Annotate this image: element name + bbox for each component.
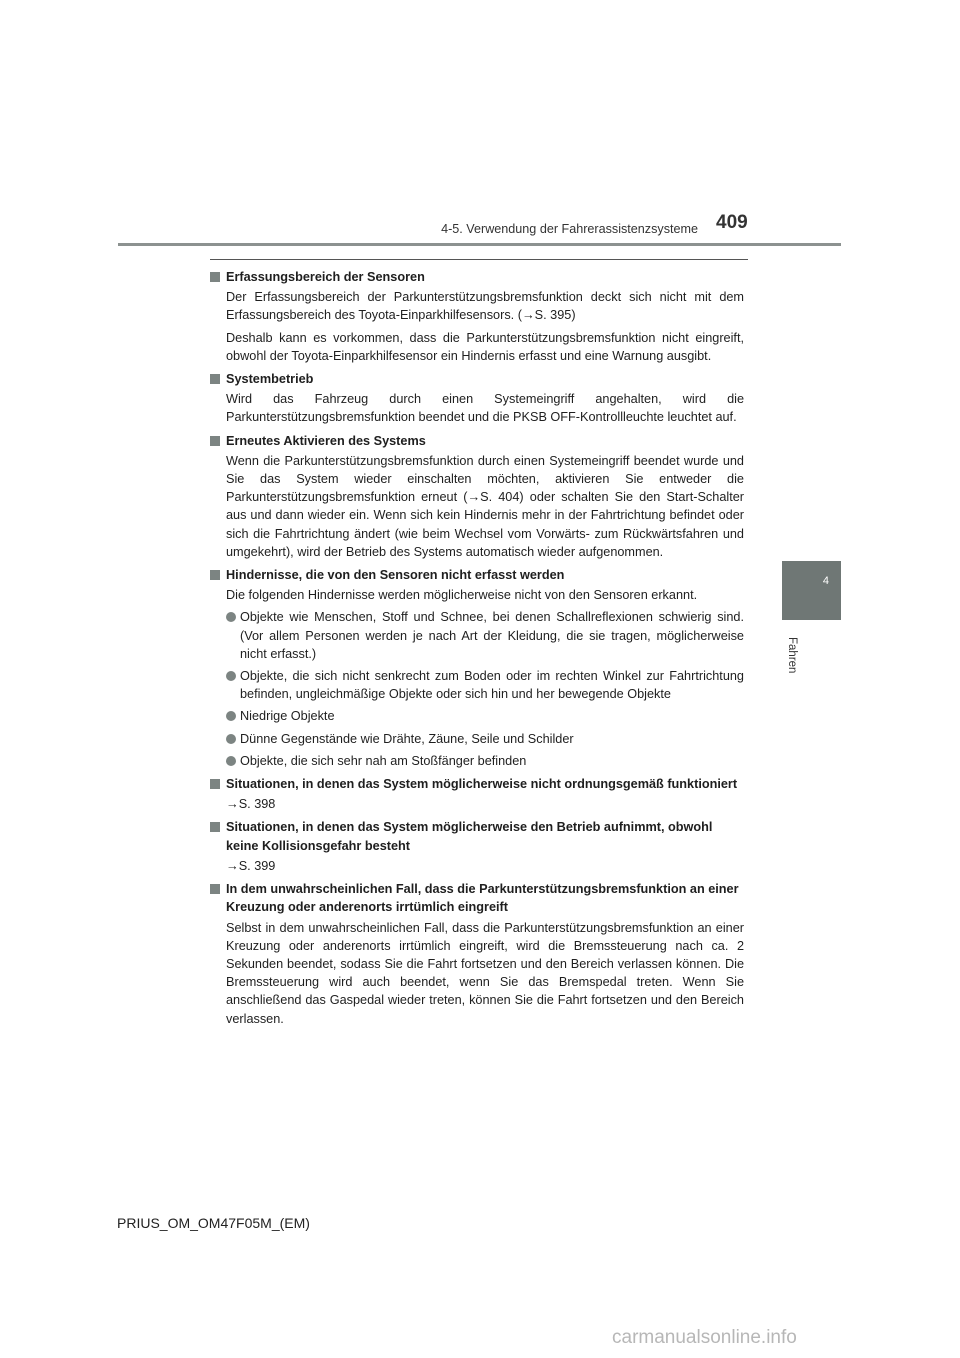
section-heading: Hindernisse, die von den Sensoren nicht erfasst werden [226, 568, 565, 583]
square-bullet-icon [210, 374, 220, 384]
header-rule [118, 243, 841, 246]
chapter-number: 4 [822, 575, 829, 587]
chapter-name: Fahren [786, 637, 798, 674]
section-heading: Erfassungsbereich der Sensoren [226, 270, 425, 284]
section-undetected-obstacles [210, 566, 744, 770]
section-malfunction-situations [210, 775, 744, 813]
section-heading: Erneutes Aktivieren des Systems [226, 433, 426, 448]
content-rule [210, 259, 748, 260]
square-bullet-icon [210, 272, 220, 282]
list-item: Niedrige Objekte [210, 707, 744, 725]
paragraph: Selbst in dem unwahrscheinlichen Fall, dass die Parkunterstützungsbremsfunktion an einer Kreuzung oder anderenorts irrtümlich eingreift, wird die Bremssteuerung nach ca. 2 Sekunden beendet, sodass Sie die Fahrt fortsetzen und den Bereich verlassen können. Die Bremssteuerung wird auch beendet, wenn Sie das Bremspedal treten. Wenn Sie anschließend das Gaspedal wieder treten, können Sie die Fahrt fortsetzen und den Bereich verlassen. [226, 920, 744, 1026]
page-content [210, 268, 744, 1033]
page-number: 409 [716, 212, 748, 233]
square-bullet-icon [210, 570, 220, 580]
list-item: Objekte wie Menschen, Stoff und Schnee, bei denen Schallreflexionen schwierig sind. (Vor allem Personen werden je nach Art der Kleidung, die sie tragen, möglicherweise nicht erfasst.) [210, 608, 744, 663]
square-bullet-icon [210, 436, 220, 446]
round-bullet-icon [226, 711, 236, 721]
section-heading: In dem unwahrscheinlichen Fall, dass die Parkunterstützungsbremsfunktion an einer Kreuzung oder anderenorts irrtümlich eingreift [226, 882, 739, 915]
square-bullet-icon [210, 822, 220, 832]
section-system-operation [210, 370, 744, 427]
round-bullet-icon [226, 734, 236, 744]
watermark: carmanualsonline.info [612, 1327, 797, 1348]
paragraph: Wenn die Parkunterstützungsbremsfunktion durch einen Systemeingriff beendet wurde und Sie das System wieder einschalten möchten, aktivieren Sie entweder die Parkunterstützungsbremsfunktion erneut (→S. 404) oder schalten Sie den Start-Schalter aus und dann wieder ein. Wenn sich kein Hindernis mehr in der Fahrtrichtung befindet oder sich die Fahrtrichtung ändert (wie beim Wechsel vom Vorwärts- zum Rückwärtsfahren und umgekehrt), wird der Betrieb des Systems automatisch wieder aufgenommen. [226, 453, 744, 559]
square-bullet-icon [210, 779, 220, 789]
section-heading: Situationen, in denen das System möglicherweise nicht ordnungsgemäß funktioniert [226, 777, 738, 792]
page-reference: →S. 398 [226, 797, 276, 812]
list-item: Dünne Gegenstände wie Drähte, Zäune, Seile und Schilder [210, 730, 744, 748]
section-erroneous-intervention [210, 880, 744, 1028]
square-bullet-icon [210, 884, 220, 894]
paragraph: Der Erfassungsbereich der Parkunterstützungsbremsfunktion deckt sich nicht mit dem Erfassungsbereich des Toyota-Einparkhilfesensors. (→S. 395) [226, 290, 744, 323]
list-item: Objekte, die sich sehr nah am Stoßfänger befinden [210, 752, 744, 770]
section-heading: Situationen, in denen das System möglicherweise den Betrieb aufnimmt, obwohl keine Kollisionsgefahr besteht [226, 820, 713, 853]
document-code: PRIUS_OM_OM47F05M_(EM) [117, 1215, 310, 1231]
list-item: Objekte, die sich nicht senkrecht zum Boden oder im rechten Winkel zur Fahrtrichtung befinden, ungleichmäßige Objekte oder sich hin und her bewegende Objekte [210, 667, 744, 703]
round-bullet-icon [226, 612, 236, 622]
round-bullet-icon [226, 671, 236, 681]
round-bullet-icon [226, 756, 236, 766]
chapter-tab [782, 561, 841, 620]
paragraph: Deshalb kann es vorkommen, dass die Parkunterstützungsbremsfunktion nicht eingreift, obwohl der Toyota-Einparkhilfesensor ein Hindernis erfasst und eine Warnung ausgibt. [226, 330, 744, 363]
paragraph: Die folgenden Hindernisse werden möglicherweise nicht von den Sensoren erkannt. [226, 588, 698, 603]
section-heading: Systembetrieb [226, 372, 314, 387]
header-section-title: 4-5. Verwendung der Fahrerassistenzsysteme [441, 222, 698, 236]
section-false-activation-situations [210, 818, 744, 875]
page-reference: →S. 399 [226, 858, 276, 873]
section-reactivation [210, 432, 744, 561]
paragraph: Wird das Fahrzeug durch einen Systemeingriff angehalten, wird die Parkunterstützungsbremsfunktion beendet und die PKSB OFF-Kontrollleuchte leuchtet auf. [226, 392, 744, 425]
section-detection-range [210, 268, 744, 365]
